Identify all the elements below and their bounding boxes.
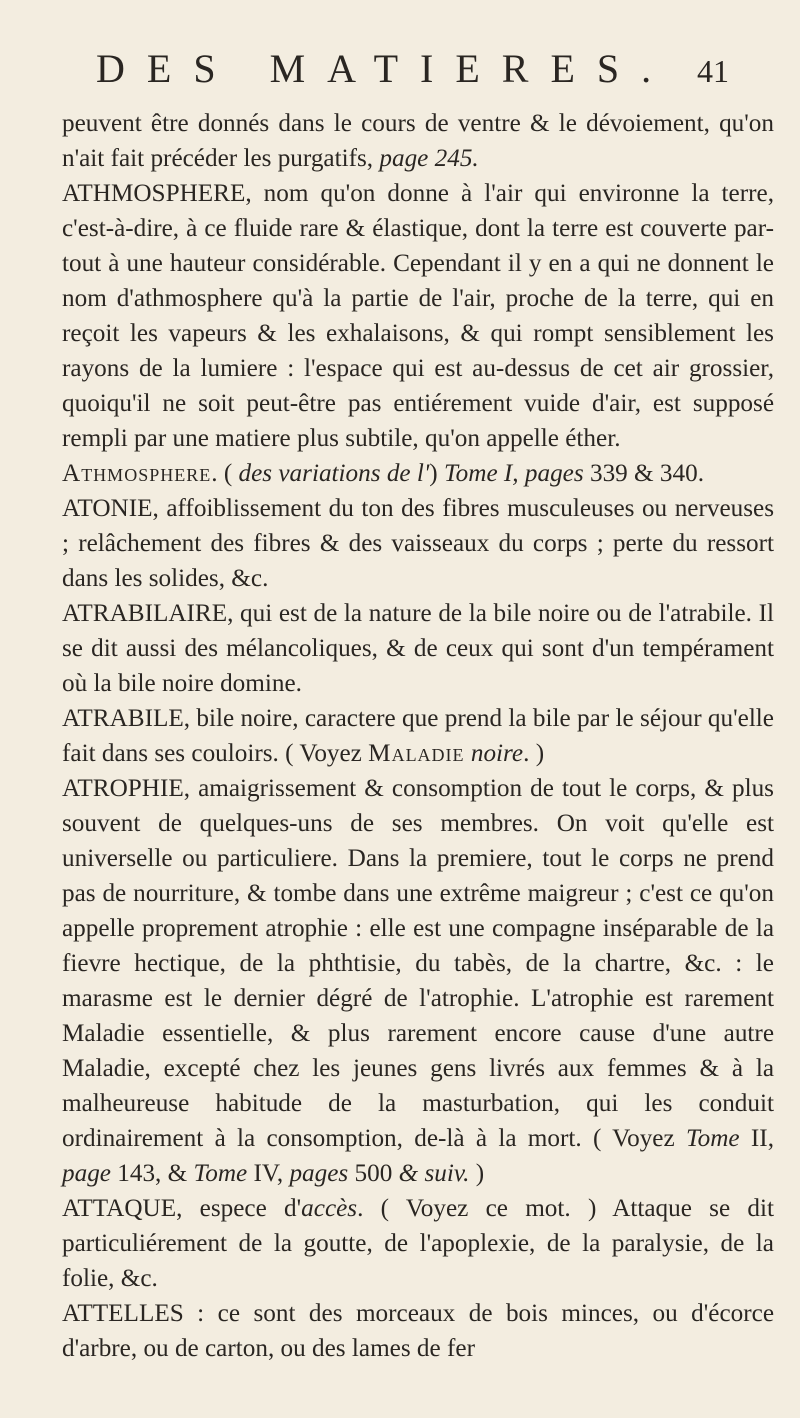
entry-continuation: peuvent être donnés dans le cours de ventre & le dévoiement, qu'on n'ait fait précéder les purgatifs, page 245. xyxy=(62,110,774,172)
entry-term: ATRABILAIRE xyxy=(62,600,228,627)
entry-atrophie: ATROPHIE, amaigrissement & consomption de tout le corps, & plus souvent de quelques-uns de ses membres. On voit qu'elle est universelle ou particuliere. Dans la premiere, tout le corps ne prend pas de nourriture, & tombe dans une extrême maigreur ; c'est ce qu'on appelle proprement atrophie : elle est une compagne inséparable de la fievre hectique, de la phthtisie, du tabès, de la chartre, &c. : le marasme est le dernier dégré de l'atrophie. L'atrophie est rarement Maladie essentielle, & plus rarement encore cause d'une autre Maladie, excepté chez les jeunes gens livrés aux femmes & à la malheureuse habitude de la masturbation, qui les conduit ordinairement à la consomption, de-là à la mort. ( Voyez Tome II, page 143, & Tome IV, pages 500 & suiv. ) xyxy=(62,775,774,1187)
page-number: 41 xyxy=(697,53,729,89)
entry-atrabile: ATRABILE, bile noire, caractere que prend la bile par le séjour qu'elle fait dans ses couloirs. ( Voyez Maladie noire. ) xyxy=(62,705,774,767)
entry-term: ATTAQUE xyxy=(62,1195,177,1222)
index-body xyxy=(62,106,774,1366)
entry-atrabilaire: ATRABILAIRE, qui est de la nature de la bile noire ou de l'atrabile. Il se dit aussi des mélancoliques, & de ceux qui sont d'un tempérament où la bile noire domine. xyxy=(62,600,774,697)
entry-attelles: ATTELLES : ce sont des morceaux de bois minces, ou d'écorce d'arbre, ou de carton, ou des lames de fer xyxy=(62,1300,774,1362)
entry-term: Athmosphere xyxy=(62,460,212,487)
entry-attaque: ATTAQUE, espece d'accès. ( Voyez ce mot. ) Attaque se dit particuliérement de la goutte, de l'apoplexie, de la paralysie, de la folie, &c. xyxy=(62,1195,775,1292)
entry-term: ATROPHIE xyxy=(62,775,184,802)
entry-atonie: ATONIE, affoiblissement du ton des fibres musculeuses ou nerveuses ; relâchement des fibres & des vaisseaux du corps ; perte du ressort dans les solides, &c. xyxy=(62,495,774,592)
entry-athmosphere-variations: Athmosphere. ( des variations de l') Tome I, pages 339 & 340. xyxy=(62,460,705,487)
entry-term: ATRABILE xyxy=(62,705,184,732)
running-title: DES MATIERES. xyxy=(96,46,674,91)
page-header xyxy=(0,44,800,94)
entry-term: ATTELLES xyxy=(62,1300,184,1327)
entry-athmosphere: ATHMOSPHERE, nom qu'on donne à l'air qui environne la terre, c'est-à-dire, à ce fluide rare & élastique, dont la terre est couverte par-tout à une hauteur considérable. Cependant il y en a qui ne donnent le nom d'athmosphere qu'à la partie de l'air, proche de la terre, qui en reçoit les vapeurs & les exhalaisons, & qui rompt sensiblement les rayons de la lumiere : l'espace qui est au-dessus de cet air grossier, quoiqu'il ne soit peut-être pas entiérement vuide d'air, est supposé rempli par une matiere plus subtile, qu'on appelle éther. xyxy=(62,180,774,452)
entry-term: ATHMOSPHERE xyxy=(62,180,246,207)
entry-term: ATONIE xyxy=(62,495,153,522)
